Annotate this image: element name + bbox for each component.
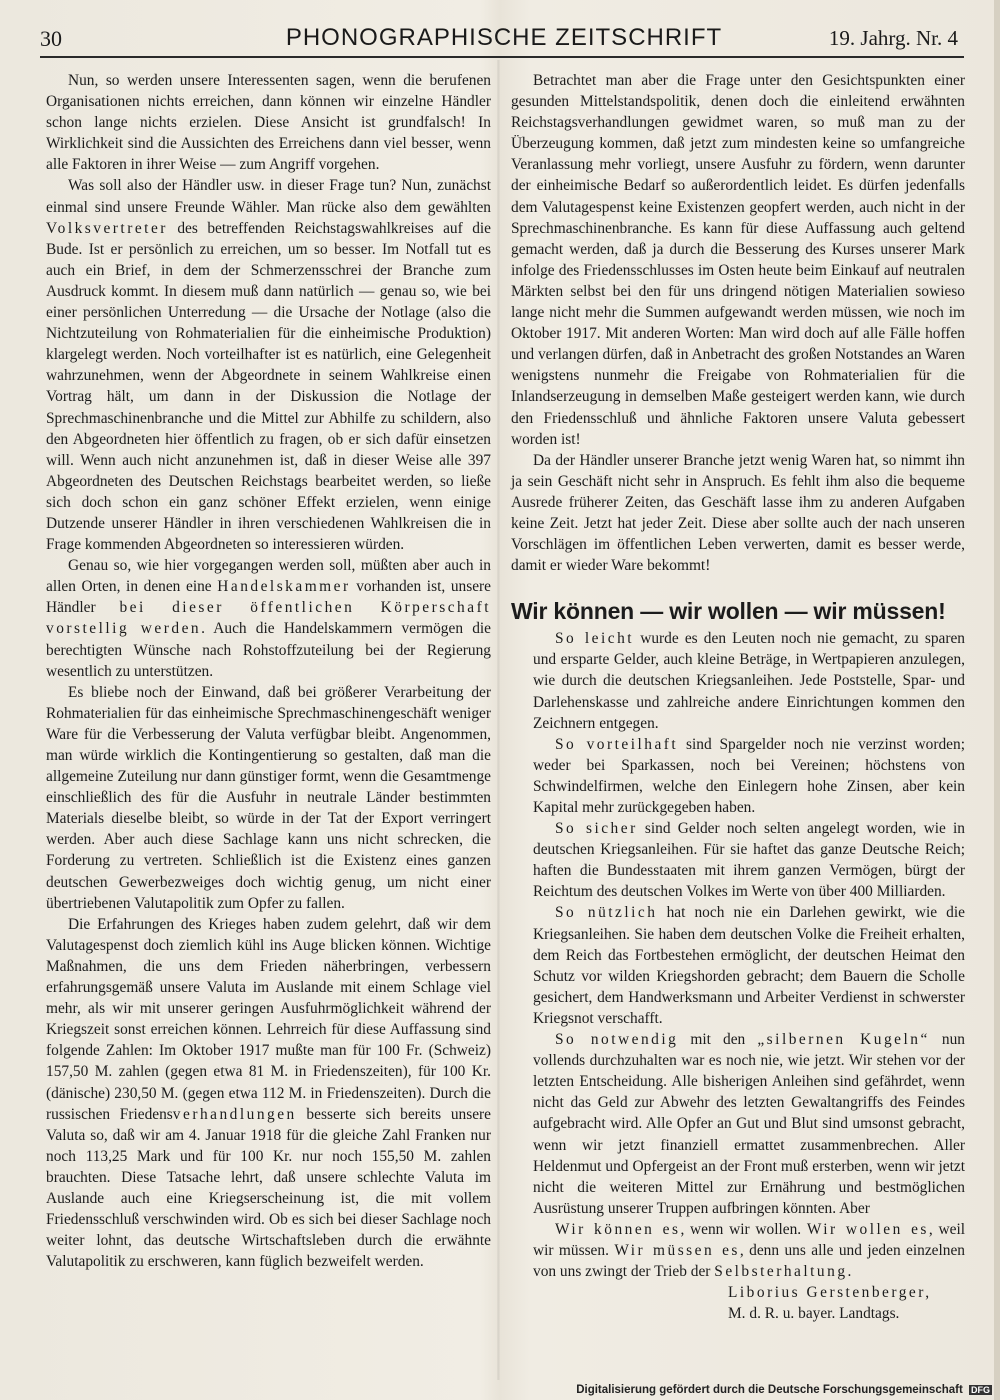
appeal-item: So sicher sind Gelder noch selten angelegt worden, wie in deutschen Kriegsanleihen. Für sie haftet das ganze Deutsche Reich; haften die Bundesstaaten mit ihrem ganzen Vermögen, bürgt der Reichtum des deutschen Volkes im Werte von über 400 Milliarden. bbox=[533, 820, 965, 901]
paragraph: Was soll also der Händler usw. in dieser Frage tun? Nun, zunächst einmal sind unsere Freunde Wähler. Man rücke also dem gewählten Volksvertreter des betreffenden Reichstagswahlkreises auf die Bude. Ist er persönlich zu erreichen, um so besser. Im Notfall tut es auch ein Brief, in dem der Schmerzensschrei der Branche zum Ausdruck kommt. In diesem muß dann natürlich — genau so, wie bei einer persönlichen Unterredung — die Ursache der Notlage (also die Nichtzuteilung von Rohmaterialien für die einheimische Produktion) klargelegt werden. Noch vorteilhafter ist es natürlich, eine Gelegenheit wahrzunehmen, wenn der Abgeordnete in seinem Wahlkreise einen Vortrag hält, um dann in der Diskussion die Notlage der Sprechmaschinenbranche und die Mittel zur Abhilfe zu schildern, also den Abgeordneten hier öffentlich zu fragen, ob er sich dafür einsetzen will. Wenn auch nicht anzunehmen ist, daß in dieser Weise alle 397 Abgeordneten des Deutschen Reichstags bearbeitet werden, so ließe sich doch schon ein ganz schöner Effekt erzielen, wenn einige Dutzende unserer Händler in ihren verschiedenen Wahlkreisen die in Frage kommenden Abgeordneten so interessieren würden. bbox=[46, 177, 491, 554]
appeal-item: Wir können es, wenn wir wollen. Wir wollen es, weil wir müssen. Wir müssen es, denn uns alle und jeden einzelnen von uns zwingt der Trieb der Selbsterhaltung. bbox=[533, 1220, 966, 1281]
spaced-emphasis: bei dieser öffentlichen Körperschaft vorstellig werden bbox=[46, 599, 491, 638]
credit-text: Digitalisierung gefördert durch die Deutsche Forschungsgemeinschaft bbox=[576, 1384, 963, 1396]
dfg-logo: DFG bbox=[971, 1385, 990, 1395]
appeal-heading: Wir können — wir wollen — wir müssen! bbox=[511, 598, 946, 625]
appeal-item: So notwendig mit den „silbernen Kugeln“ nun vollends durchzuhalten war es noch nie, wie jetzt. Wir stehen vor der letzten Entscheidung. Alle bisherigen Anleihen sind gefährdet, wenn nicht das Geld zur Abwehr des letzten Gewaltangriffs des Feindes aufgebracht wird. Alle Opfer an Gut und Blut sind umsonst gebracht, wenn wir jetzt finanziell ermattet zusammenbrechen. Aller Heldenmut und Opfergeist an der Front muß ersterben, wenn wir jetzt nicht die weiteren Mittel zur Ernährung und bestmöglichen Ausrüstung unserer Truppen aufbringen könnten. Aber bbox=[533, 1031, 966, 1217]
journal-title: PHONOGRAPHISCHE ZEITSCHRIFT bbox=[285, 24, 723, 51]
spaced-emphasis: Handelskammer bbox=[217, 578, 351, 596]
appeal-item: So vorteilhaft sind Spargelder noch nie verzinst worden; weder bei Sparkassen, noch bei Vereinen; höchstens von Schwindelfirmen, welche den Einlegern hohe Zinsen, aber kein Kapital mehr zurückgegeben haben. bbox=[533, 735, 965, 816]
paragraph: Genau so, wie hier vorgegangen werden soll, müßten aber auch in allen Orten, in denen eine Handelskammer vorhanden ist, unsere Händler bei dieser öffentlichen Körperschaft vorstellig werden. Auch die Handelskammern vermögen die berechtigten Wünsche nach Rohstoffzuteilung bei der Regierung wesentlich zu unterstützen. bbox=[46, 557, 491, 680]
right-column bbox=[511, 70, 965, 1324]
signature-title: M. d. R. u. bayer. Landtags. bbox=[728, 1305, 900, 1323]
appeal-item: So leicht wurde es den Leuten noch nie gemacht, zu sparen und ersparte Gelder, auch kleine Beträge, in Wertpapieren anzulegen, wie durch die deutschen Kriegsanleihen. Jede Poststelle, Spar- und Darlehenskasse und zahlreiche andere Einrichtungen kommen den Zeichnern entgegen. bbox=[533, 630, 965, 732]
signature-name: Liborius Gerstenberger, bbox=[728, 1284, 932, 1302]
column-fold bbox=[497, 60, 500, 1380]
paragraph: Betrachtet man aber die Frage unter den Gesichtspunkten einer gesunden Mittelstandspolitik, denen doch die einleitend erwähnten Reichstagsverhandlungen gewidmet waren, so muß man zu der Überzeugung kommen, daß jetzt zum mindesten keine so umfangreiche Veranlassung mehr vorliegt, unsere Ausfuhr zu fördern, wenn darunter der einheimische Bedarf so außerordentlich leidet. Es dürfen jedenfalls dem Valutagespenst keine Existenzen geopfert werden, auch nicht in der Sprechmaschinenbranche. Es kann für diese Auffassung auch geltend gemacht werden, daß ja durch die Besserung des Kurses unserer Mark infolge des Friedensschlusses im Osten heute beim Einkauf auf neutralen Märkten selbst bei den für uns dringend nötigen Materialien sowieso lange nicht mehr die Summen aufgewandt werden müssen, wie noch im Oktober 1917. Mit anderen Worten: Man wird doch auf alle Fälle hoffen und verlangen dürfen, daß in Anbetracht des großen Notstandes an Waren wenigstens nunmehr die Freigabe von Rohmaterialien für die Inlandserzeugung in demselben Maße gesteigert werden kann, wie durch den Friedensschluß und ähnliche Faktoren unsere Valuta gebessert worden ist! bbox=[511, 72, 965, 448]
page-edge bbox=[994, 0, 1000, 1400]
issue-number: 19. Jahrg. Nr. 4 bbox=[828, 26, 958, 50]
digitization-credit bbox=[576, 1384, 992, 1396]
appeal-item: So nützlich hat noch nie ein Darlehen gewirkt, wie die Kriegsanleihen. Sie haben dem deutschen Volke die Freiheit erhalten, dem Reich das Fortbestehen ermöglicht, der deutschen Heimat den Schutz vor wilden Kriegshorden gebracht; dem Bauern die Scholle gesichert, dem Handwerksmann und Arbeiter Verdienst in schwerster Kriegsnot verschafft. bbox=[533, 904, 965, 1027]
paragraph: Die Erfahrungen des Krieges haben zudem gelehrt, daß wir dem Valutagespenst doch ziemlich kühl ins Auge blicken können. Wichtige Maßnahmen, die uns dem Frieden näherbringen, verbessern erfahrungsgemäß unsere Valuta im Auslande mit einem Schlage viel mehr, als wir mit unserer geringen Ausfuhrmöglichkeit während der Kriegszeit sonst erreichen können. Lehrreich für diese Auffassung sind folgende Zahlen: Im Oktober 1917 mußte man für 100 Fr. (Schweiz) 157,50 M. zahlen (gegen etwa 81 M. in Friedenszeiten), für 100 Kr. (dänische) 230,50 M. (gegen etwa 112 M. in Friedenszeiten). Durch die russischen Friedensverhandlungen besserte sich bereits unsere Valuta so, daß wir am 4. Januar 1918 für die gleiche Zahl Franken nur noch 113,25 Mark und für 100 Kr. nur noch 155,50 M. zahlen brauchten. Diese Tatsache lehrt, daß unsere schlechte Valuta im Auslande auch eine Kriegserscheinung ist, die mit vollem Friedensschluß verschwinden wird. Ob es sich bei dieser Sachlage noch weiter lohnt, das deutsche Wirtschaftsleben durch die erwähnte Valutapolitik zu erschweren, kann füglich bezweifelt werden. bbox=[46, 915, 491, 1271]
paragraph: Da der Händler unserer Branche jetzt wenig Waren hat, so nimmt ihn ja sein Geschäft nicht sehr in Anspruch. Es fehlt ihm also die bequeme Ausrede früherer Zeiten, das Geschäft lasse ihm zu anderen Aufgaben keine Zeit. Jetzt hat jeder Zeit. Diese aber sollte auch der nach unseren Vorschlägen im öffentlichen Leben verwerten, damit es besser werde, damit er wieder Ware bekommt! bbox=[511, 451, 965, 575]
header-rule bbox=[40, 56, 964, 58]
spaced-emphasis: Volksvertreter bbox=[46, 219, 168, 237]
paragraph: Es bliebe noch der Einwand, daß bei größerer Verarbeitung der Rohmaterialien für das einheimische Sprechmaschinengeschäft weniger Ware für die Verbesserung der Valuta verfügbar bleibt. Angenommen, man würde wirklich die Kontingentierung so gestalten, daß man die allgemeine Zuteilung nur dann günstiger formt, wenn die Gesamtmenge einschließlich des für die Ausfuhr in neutrale Länder bestimmten Materials dieselbe bleibt, so würde in der Tat der Export verringert werden. Aber auch diese Sachlage kann uns nicht schrecken, die Forderung zu vertreten. Schließlich ist die Existenz eines ganzen deutschen Gewerbezweiges doch wichtig genug, um nicht einer übertriebenen Valutapolitik zum Opfer zu fallen. bbox=[46, 683, 491, 912]
page-header bbox=[40, 22, 968, 56]
paragraph: Nun, so werden unsere Interessenten sagen, wenn die berufenen Organisationen nichts erreichen, dann können wir einzelne Händler schon lange nichts erzielen. Diese Ansicht ist grundfalsch! In Wirklichkeit sind die Aussichten des Erreichens dann viel besser, wenn alle Faktoren in ihrer Weise — zum Angriff vorgehen. bbox=[46, 72, 491, 174]
left-column bbox=[46, 70, 491, 1272]
spaced-emphasis: verhandlungen bbox=[172, 1105, 297, 1123]
page-number: 30 bbox=[40, 26, 62, 51]
